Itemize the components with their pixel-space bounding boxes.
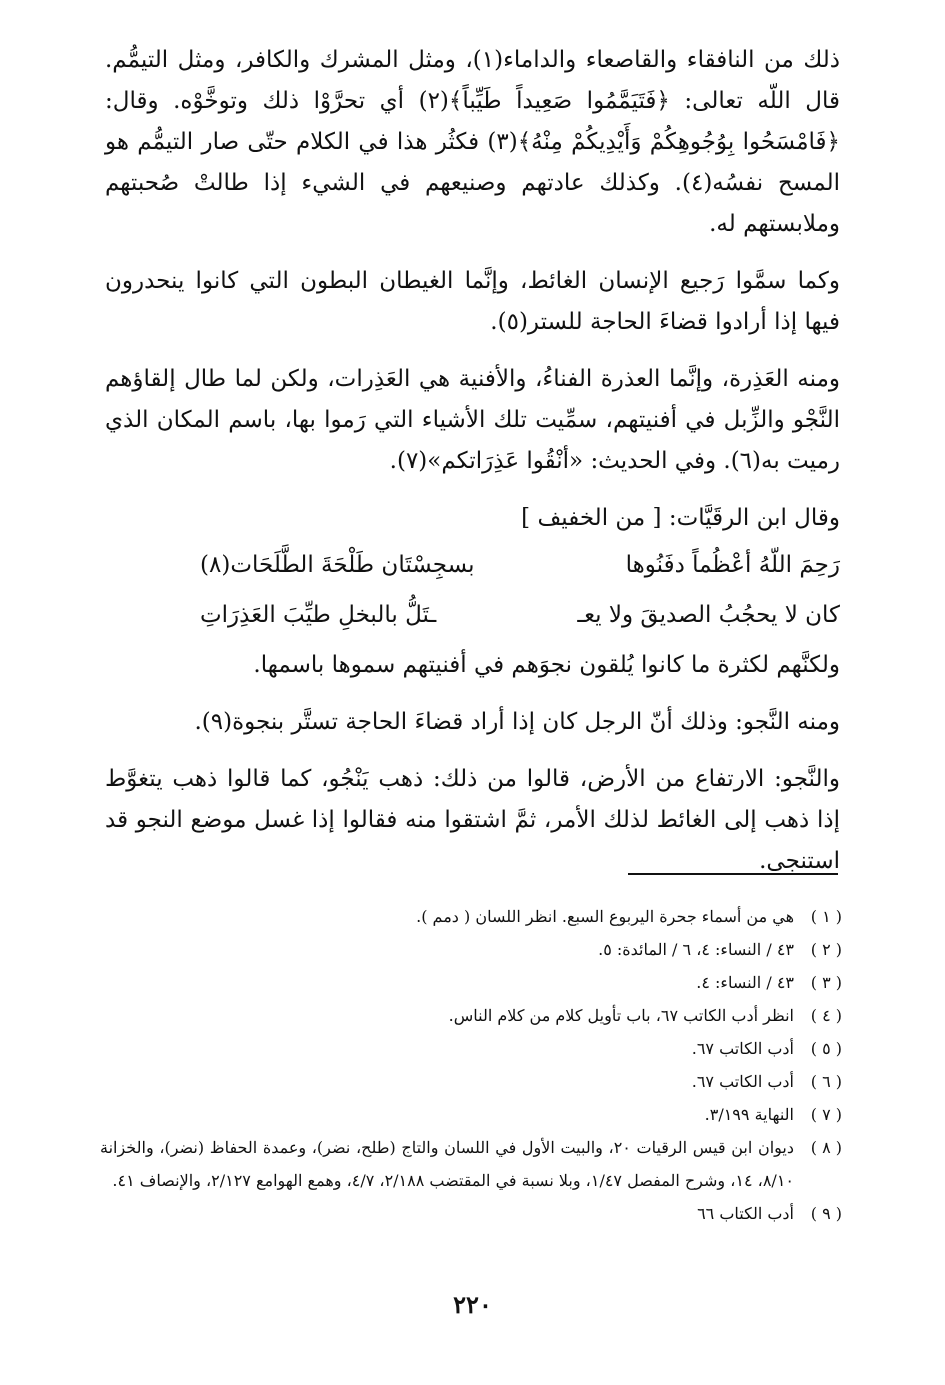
paragraph: ومنه العَذِرة، وإنَّما العذرة الفناءُ، والأفنية هي العَذِرات، ولكن لما طال إلقاؤهم النَّجْو والزِّبل في أفنيتهم، سمِّيت تلك الأشياء التي رَموا بها، باسم المكان الذي رميت به(٦). وفي الحديث: «أنْقُوا عَذِرَاتكم»(٧).: [105, 366, 840, 474]
footnote-text: النهاية ٣/١٩٩.: [704, 1105, 794, 1124]
footnote: [100, 1131, 842, 1197]
verse-first-hemistich: رَحِمَ اللّهُ أعْظُماً دفَنُوها: [625, 552, 840, 578]
footnote: [100, 1032, 842, 1065]
footnote-number: ( ٩ ): [810, 1204, 842, 1223]
footnote-text: أدب الكتاب ٦٦: [697, 1204, 794, 1223]
footnote-number: ( ٧ ): [810, 1105, 842, 1124]
footnote: [100, 1065, 842, 1098]
footnote-text: أدب الكاتب ٦٧.: [691, 1072, 794, 1091]
paragraph: ذلك من النافقاء والقاصعاء والداماء(١)، ومثل المشرك والكافر، ومثل التيمُّم. قال اللّه تعالى: ﴿فَتَيَمَّمُوا صَعِيداً طَيِّباً﴾(٢) أي تحرَّوْا ذلك وتوخَّوْه. وقال: ﴿فَامْسَحُوا بِوُجُوهِكُمْ وَأَيْدِيكُمْ مِنْهُ﴾(٣) فكثُر هذا في الكلام حتّى صار التيمُّم هو المسح نفسُه(٤). وكذلك عادتهم وصنيعهم في الشيء إذا طالتْ صُحبتهم وملابستهم له.: [105, 47, 841, 237]
verse-line: [200, 595, 840, 635]
footnote-number: ( ٤ ): [810, 1006, 842, 1025]
footnote-number: ( ٨ ): [810, 1138, 842, 1157]
footnote-text: ديوان ابن قيس الرقيات ٢٠، والبيت الأول في اللسان والتاج (طلح، نضر)، وعمدة الحفاظ (نضر)، والخزانة ٨/١٠، ١٤، وشرح المفصل ١/٤٧، وبلا نسبة في المقتضب ٢/١٨٨، ٤/٧، وهمع الهوامع ٢/١٢٧، والإنصاف ٤١.: [100, 1138, 794, 1190]
footnote-separator: [628, 873, 838, 875]
footnotes: [100, 900, 842, 1230]
footnote-text: أدب الكاتب ٦٧.: [691, 1039, 794, 1058]
footnote-number: ( ٣ ): [810, 973, 842, 992]
paragraph: ومنه النَّجو: وذلك أنّ الرجل كان إذا أراد قضاءَ الحاجة تستَّر بنجوة(٩).: [194, 709, 840, 735]
footnote: [100, 1197, 842, 1230]
footnote-text: ٤٣ / النساء: ٤، ٦ / المائدة: ٥.: [598, 940, 794, 959]
verse-line: [200, 545, 840, 585]
footnote: [100, 933, 842, 966]
verse-first-hemistich: كان لا يحجُبُ الصديقَ ولا يعـ: [577, 602, 840, 628]
footnote-number: ( ٦ ): [810, 1072, 842, 1091]
footnote-text: انظر أدب الكاتب ٦٧، باب تأويل كلام من كلام الناس.: [448, 1006, 794, 1025]
paragraph: ولكنَّهم لكثرة ما كانوا يُلقون نجوَهم في أفنيتهم سموها باسمها.: [253, 652, 840, 678]
paragraph: والنَّجو: الارتفاع من الأرض، قالوا من ذلك: ذهب يَنْجُو، كما قالوا ذهب يتغوَّط إذا ذهب إلى الغائط لذلك الأمر، ثمَّ اشتقوا منه فقالوا إذا غسل موضع النجو قد استنجى.: [105, 766, 840, 874]
verse-second-hemistich: ـتَلُّ بالبخلِ طيِّبَ العَذِرَاتِ: [200, 602, 437, 628]
footnote: [100, 900, 842, 933]
main-text: [105, 40, 840, 898]
page-number: ٢٢٠: [453, 1290, 492, 1319]
footnote-number: ( ٥ ): [810, 1039, 842, 1058]
footnote: [100, 966, 842, 999]
paragraph: وكما سمَّوا رَجيع الإنسان الغائط، وإنَّما الغيطان البطون التي كانوا ينحدرون فيها إذا أرادوا قضاءَ الحاجة للستر(٥).: [105, 268, 840, 335]
verse-second-hemistich: بسجِسْتَان طَلْحَةَ الطَّلَحَات(٨): [200, 552, 475, 578]
footnote-text: ٤٣ / النساء: ٤.: [696, 973, 794, 992]
footnote-text: هي من أسماء جحرة اليربوع السبع. انظر اللسان ( دمم ).: [416, 907, 794, 926]
verse-intro: وقال ابن الرقَيَّات: [ من الخفيف ]: [521, 505, 840, 531]
footnote: [100, 1098, 842, 1131]
footnote-number: ( ٢ ): [810, 940, 842, 959]
footnote: [100, 999, 842, 1032]
footnote-number: ( ١ ): [810, 907, 842, 926]
